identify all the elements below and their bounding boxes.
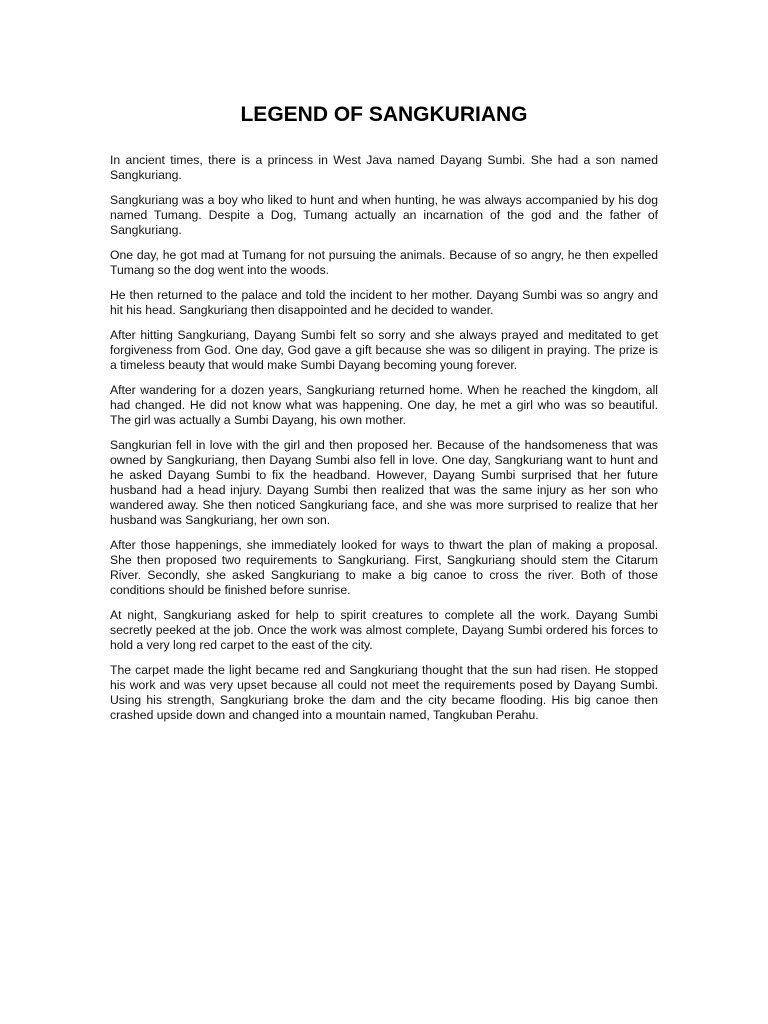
- paragraph: After wandering for a dozen years, Sangkuriang returned home. When he reached the kingdom, all had changed. He did not know what was happening. One day, he met a girl who was so beautiful. The girl was actually a Sumbi Dayang, his own mother.: [110, 383, 658, 427]
- story-body: [110, 153, 658, 733]
- paragraph: In ancient times, there is a princess in West Java named Dayang Sumbi. She had a son named Sangkuriang.: [110, 153, 658, 182]
- paragraph: Sangkurian fell in love with the girl and then proposed her. Because of the handsomeness that was owned by Sangkuriang, then Dayang Sumbi also fell in love. One day, Sangkuriang want to hunt and he asked Dayang Sumbi to fix the headband. However, Dayang Sumbi surprised that her future husband had a head injury. Dayang Sumbi then realized that was the same injury as her son who wandered away. She then noticed Sangkuriang face, and she was more surprised to realize that her husband was Sangkuriang, her own son.: [110, 438, 658, 527]
- paragraph: At night, Sangkuriang asked for help to spirit creatures to complete all the work. Dayang Sumbi secretly peeked at the job. Once the work was almost complete, Dayang Sumbi ordered his forces to hold a very long red carpet to the east of the city.: [110, 608, 658, 652]
- paragraph: The carpet made the light became red and Sangkuriang thought that the sun had risen. He stopped his work and was very upset because all could not meet the requirements posed by Dayang Sumbi. Using his strength, Sangkuriang broke the dam and the city became flooding. His big canoe then crashed upside down and changed into a mountain named, Tangkuban Perahu.: [110, 663, 658, 722]
- paragraph: One day, he got mad at Tumang for not pursuing the animals. Because of so angry, he then expelled Tumang so the dog went into the woods.: [110, 248, 658, 277]
- paragraph: After those happenings, she immediately looked for ways to thwart the plan of making a proposal. She then proposed two requirements to Sangkuriang. First, Sangkuriang should stem the Citarum River. Secondly, she asked Sangkuriang to make a big canoe to cross the river. Both of those conditions should be finished before sunrise.: [110, 538, 658, 597]
- paragraph: He then returned to the palace and told the incident to her mother. Dayang Sumbi was so angry and hit his head. Sangkuriang then disappointed and he decided to wander.: [110, 288, 658, 317]
- paragraph: After hitting Sangkuriang, Dayang Sumbi felt so sorry and she always prayed and meditated to get forgiveness from God. One day, God gave a gift because she was so diligent in praying. The prize is a timeless beauty that would make Sumbi Dayang becoming young forever.: [110, 328, 658, 372]
- paragraph: Sangkuriang was a boy who liked to hunt and when hunting, he was always accompanied by his dog named Tumang. Despite a Dog, Tumang actually an incarnation of the god and the father of Sangkuriang.: [110, 193, 658, 237]
- page-title: LEGEND OF SANGKURIANG: [240, 103, 528, 126]
